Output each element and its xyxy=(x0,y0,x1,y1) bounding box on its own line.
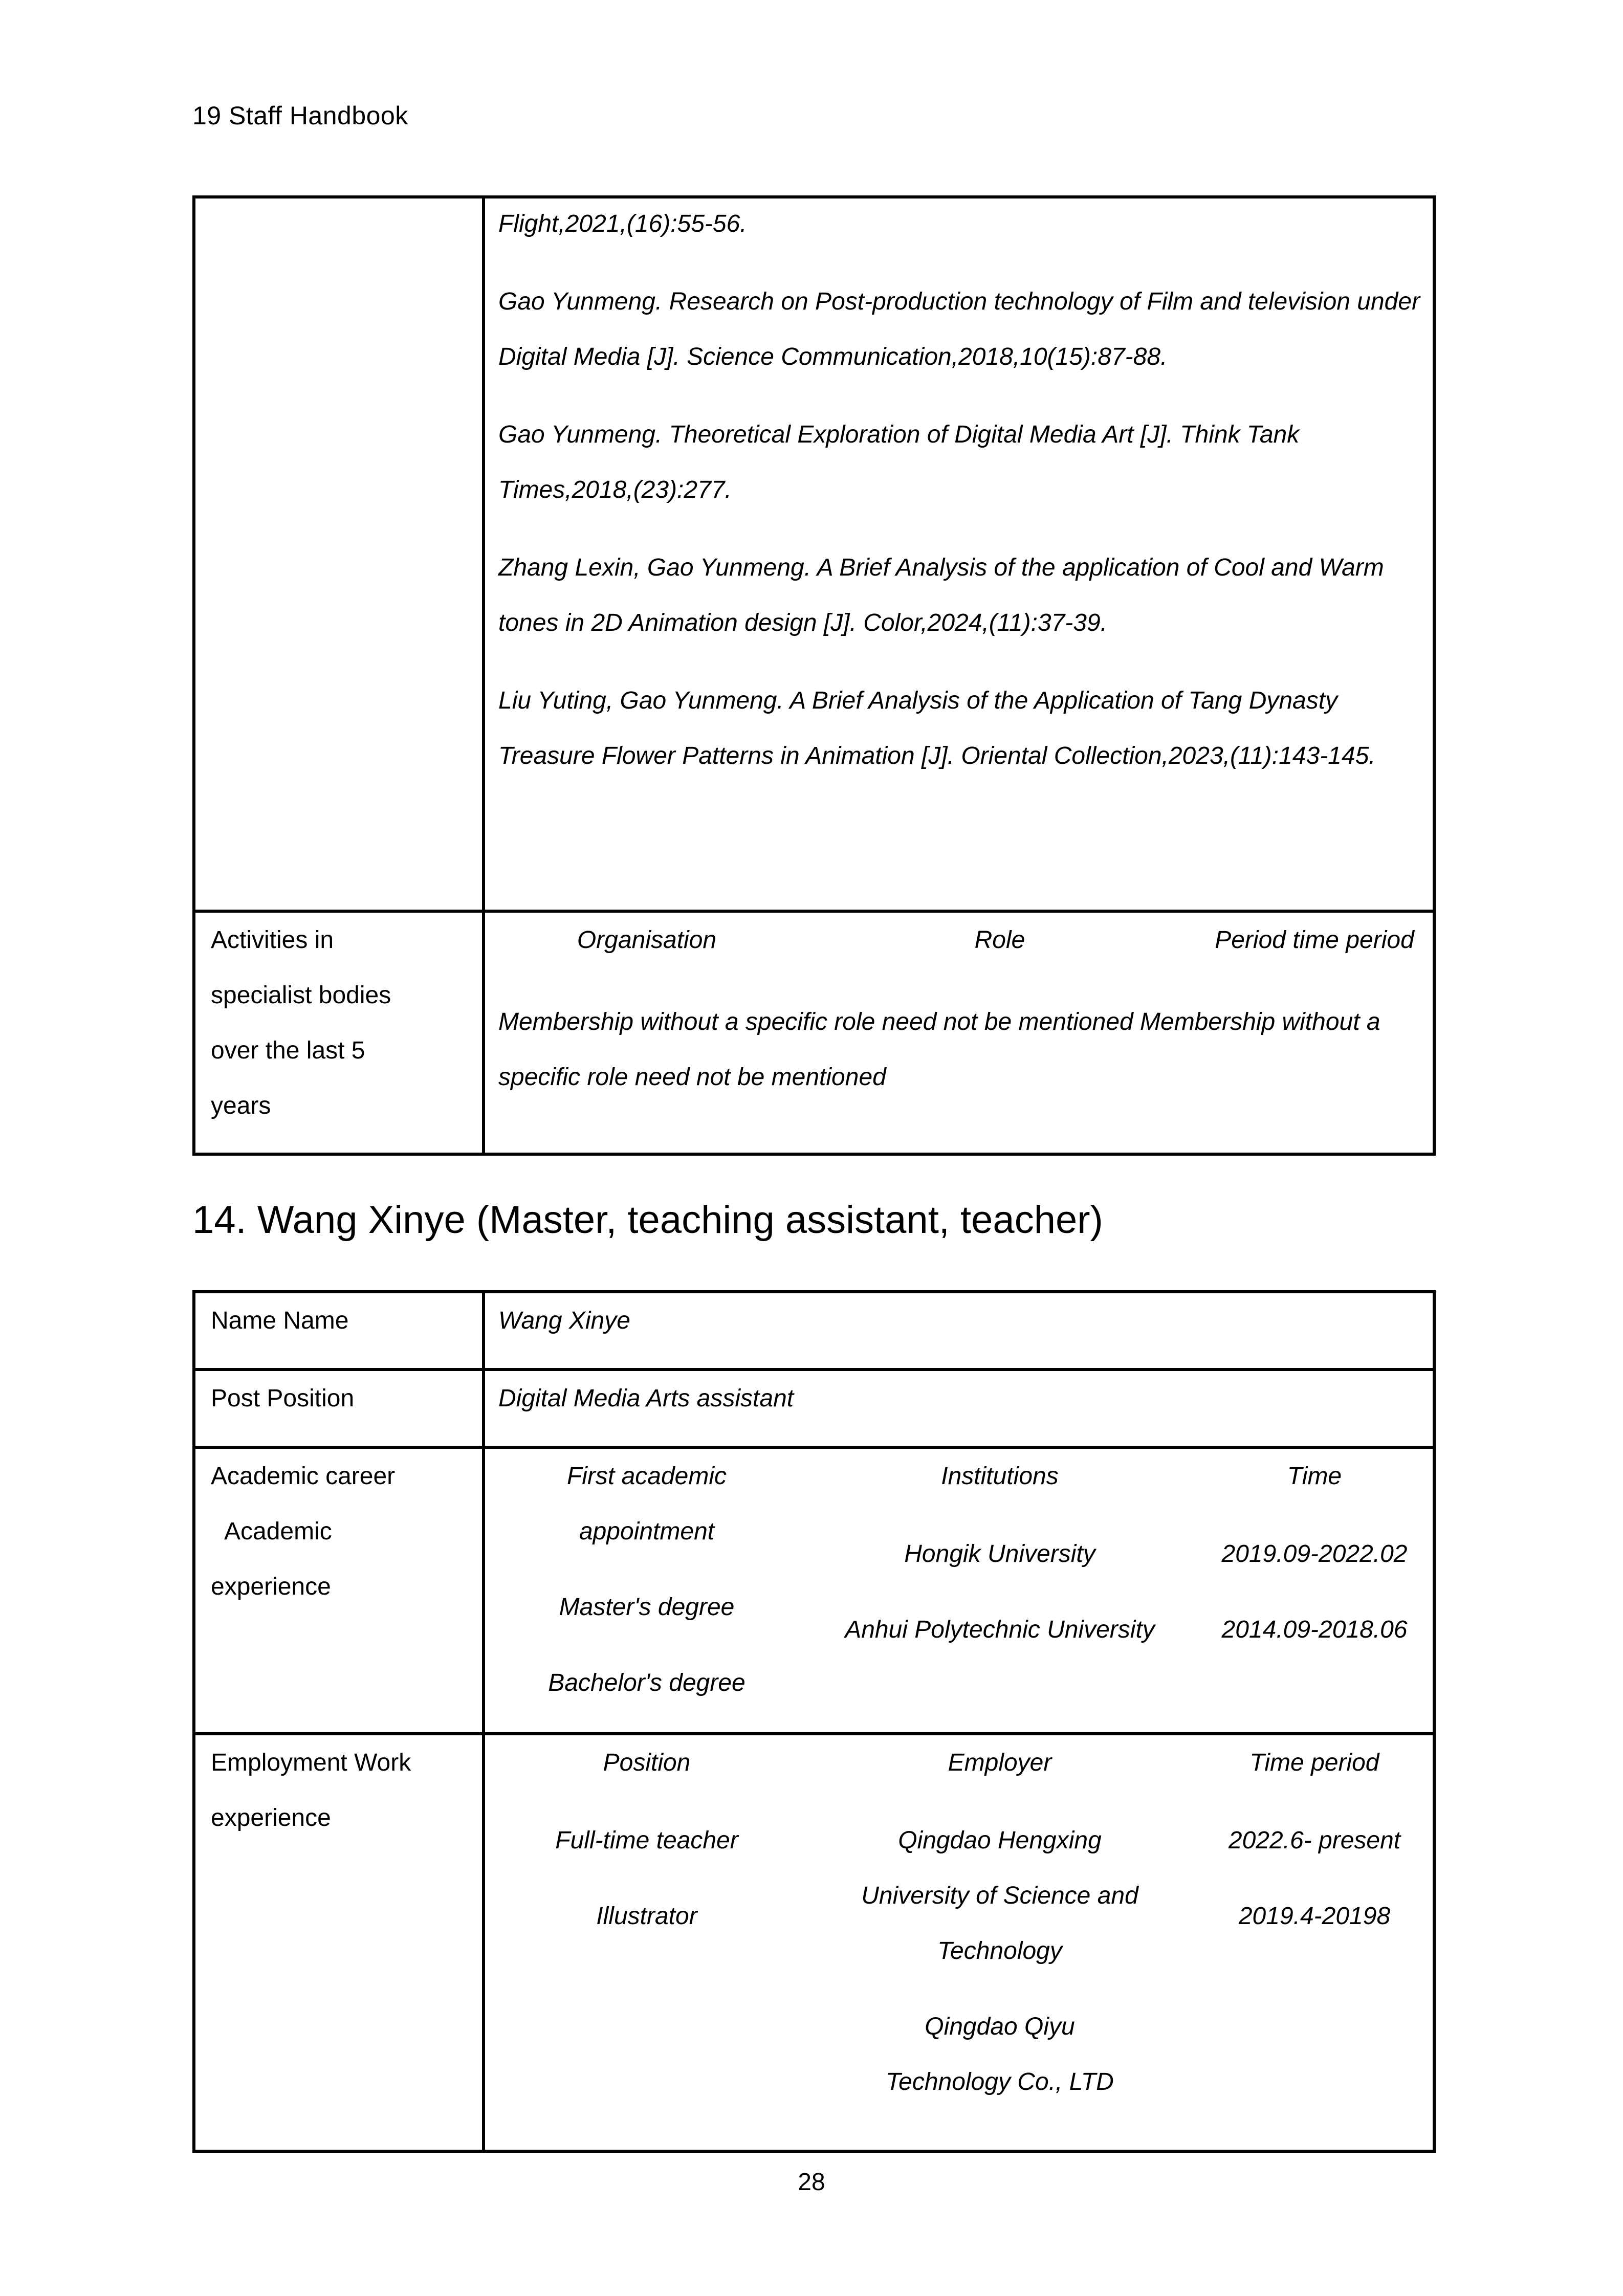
activities-label-line: over the last 5 xyxy=(211,1037,365,1064)
activities-label-line: years xyxy=(211,1092,271,1119)
publications-label-cell xyxy=(194,197,484,911)
employment-period: 2022.6- present xyxy=(1228,1827,1401,1854)
running-header: 19 Staff Handbook xyxy=(192,101,408,130)
activities-cell xyxy=(484,911,1434,1154)
academic-header-institutions: Institutions xyxy=(941,1463,1059,1490)
staff-table-wang-xinye xyxy=(192,1290,1436,2153)
academic-label-line: Academic xyxy=(224,1518,332,1545)
name-label: Name Name xyxy=(194,1292,484,1370)
activities-label-line: Activities in xyxy=(211,926,334,954)
section-heading: 14. Wang Xinye (Master, teaching assistant, teacher) xyxy=(192,1198,1103,1242)
employment-header-period: Time period xyxy=(1249,1749,1379,1776)
employment-columns xyxy=(485,1735,1433,2110)
post-value: Digital Media Arts assistant xyxy=(484,1370,1434,1447)
table-row-employment xyxy=(194,1734,1434,2151)
activities-note: Membership without a specific role need not be mentioned Membership without a specific role need not be mentioned xyxy=(498,1008,1380,1091)
table-row-activities xyxy=(194,911,1434,1154)
employment-position: Full-time teacher xyxy=(555,1827,738,1854)
academic-cell xyxy=(484,1447,1434,1734)
employment-position-column xyxy=(485,1735,808,2110)
academic-institution: Hongik University xyxy=(904,1540,1095,1568)
employment-header-employer: Employer xyxy=(948,1749,1052,1776)
employment-employer-column xyxy=(808,1735,1191,2110)
activities-label-cell xyxy=(194,911,484,1154)
academic-label-cell xyxy=(194,1447,484,1734)
academic-columns xyxy=(485,1449,1433,1711)
employment-position: Illustrator xyxy=(596,1903,697,1930)
name-value: Wang Xinye xyxy=(484,1292,1434,1370)
academic-time: 2014.09-2018.06 xyxy=(1221,1616,1408,1643)
employment-label-line: experience xyxy=(211,1804,331,1831)
academic-time: 2019.09-2022.02 xyxy=(1221,1540,1408,1568)
publications-cell xyxy=(484,197,1434,911)
activities-column-headers xyxy=(485,913,1433,968)
page-number: 28 xyxy=(798,2169,825,2196)
academic-header-appointment: First academic appointment xyxy=(566,1463,727,1545)
employment-employer: Qingdao Hengxing University of Science and Technology xyxy=(861,1827,1138,1964)
employment-period: 2019.4-20198 xyxy=(1238,1903,1391,1930)
reference-item: Zhang Lexin, Gao Yunmeng. A Brief Analysis of the application of Cool and Warm tones in 2D Animation design [J]. Color,2024,(11):37-39. xyxy=(498,554,1384,636)
academic-degree: Bachelor's degree xyxy=(548,1669,745,1696)
academic-degree-column xyxy=(485,1449,808,1711)
employment-label-line: Employment Work xyxy=(211,1749,411,1776)
academic-institution-column xyxy=(808,1449,1191,1711)
table-row-academic xyxy=(194,1447,1434,1734)
column-header-role: Role xyxy=(974,926,1025,954)
reference-item: Flight,2021,(16):55-56. xyxy=(498,210,747,237)
employment-label-cell xyxy=(194,1734,484,2151)
academic-institution: Anhui Polytechnic University xyxy=(845,1616,1155,1643)
academic-label-line: experience xyxy=(211,1573,331,1600)
employment-period-column xyxy=(1191,1735,1438,2110)
reference-item: Gao Yunmeng. Research on Post-production technology of Film and television under Digital Media [J]. Science Communication,2018,10(15):87-88. xyxy=(498,288,1420,370)
staff-table-previous xyxy=(192,195,1436,1156)
reference-item: Gao Yunmeng. Theoretical Exploration of Digital Media Art [J]. Think Tank Times,2018,(23):277. xyxy=(498,421,1300,503)
academic-degree: Master's degree xyxy=(559,1594,735,1621)
academic-time-column xyxy=(1191,1449,1438,1711)
table-row-name xyxy=(194,1292,1434,1370)
table-row-publications xyxy=(194,197,1434,911)
reference-item: Liu Yuting, Gao Yunmeng. A Brief Analysis of the Application of Tang Dynasty Treasure Flower Patterns in Animation [J]. Oriental Collection,2023,(11):143-145. xyxy=(498,687,1376,769)
column-header-period: Period time period xyxy=(1215,926,1414,954)
table-row-post xyxy=(194,1370,1434,1447)
column-header-organisation: Organisation xyxy=(577,926,717,954)
activities-label-line: specialist bodies xyxy=(211,982,391,1009)
employment-employer: Qingdao Qiyu Technology Co., LTD xyxy=(886,2013,1114,2095)
academic-label-line: Academic career xyxy=(211,1463,396,1490)
academic-header-time: Time xyxy=(1287,1463,1342,1490)
post-label: Post Position xyxy=(194,1370,484,1447)
employment-header-position: Position xyxy=(603,1749,691,1776)
employment-cell xyxy=(484,1734,1434,2151)
